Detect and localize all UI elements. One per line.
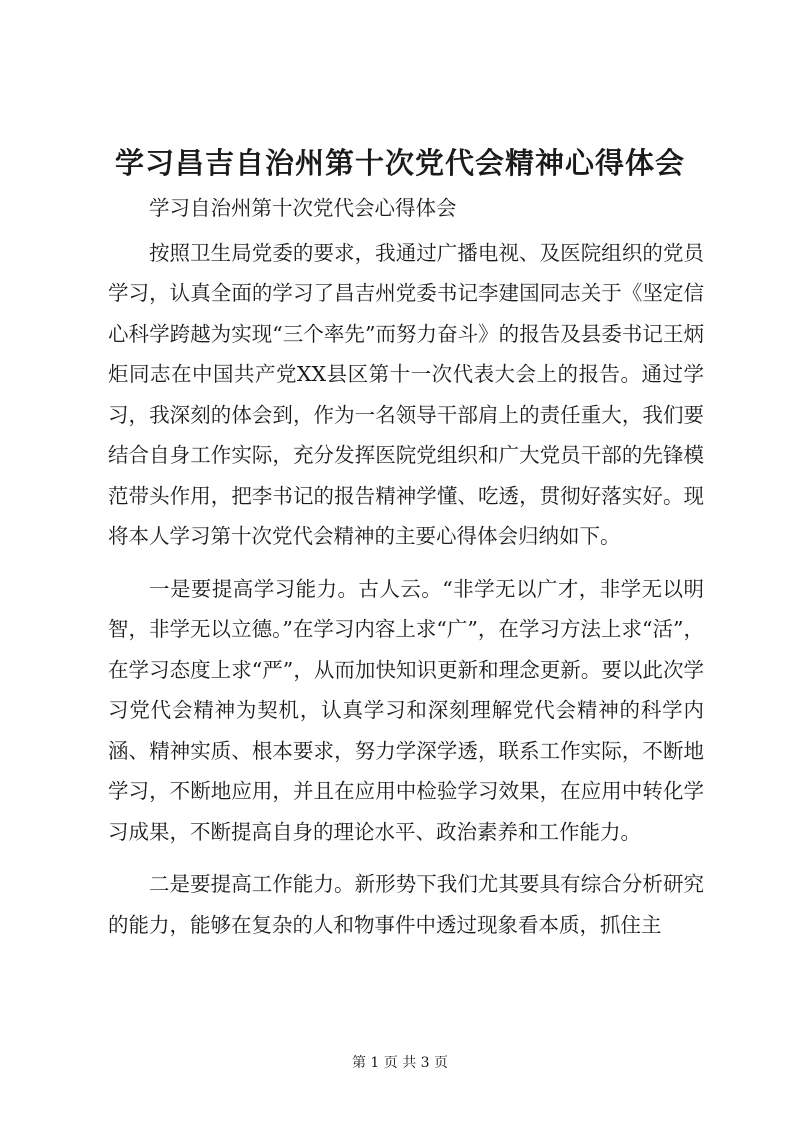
document-body xyxy=(108,188,704,945)
page-footer: 第 1 页 共 3 页 xyxy=(351,1055,449,1071)
paragraph-work-ability: 二是要提高工作能力。新形势下我们尤其要具有综合分析研究的能力，能够在复杂的人和物事件中透过现象看本质，抓住主 xyxy=(108,872,704,937)
paragraph-intro: 按照卫生局党委的要求，我通过广播电视、及医院组织的党员学习，认真全面的学习了昌吉州党委书记李建国同志关于《坚定信心科学跨越为实现“三个率先”而努力奋斗》的报告及县委书记王炳炬同志在中国共产党XX县区第十一次代表大会上的报告。通过学习，我深刻的体会到，作为一名领导干部肩上的责任重大，我们要结合自身工作实际，充分发挥医院党组织和广大党员干部的先锋模范带头作用，把李书记的报告精神学懂、吃透，贯彻好落实好。现将本人学习第十次党代会精神的主要心得体会归纳如下。 xyxy=(108,240,704,548)
document-subtitle: 学习自治州第十次党代会心得体会 xyxy=(149,196,457,220)
paragraph-learning-ability: 一是要提高学习能力。古人云。“非学无以广才，非学无以明智，非学无以立德。”在学习内容上求“广”，在学习方法上求“活”，在学习态度上求“严”，从而加快知识更新和理念更新。要以此次学习党代会精神为契机，认真学习和深刻理解党代会精神的科学内涵、精神实质、根本要求，努力学深学透，联系工作实际，不断地学习，不断地应用，并且在应用中检验学习效果，在应用中转化学习成果，不断提高自身的理论水平、政治素养和工作能力。 xyxy=(108,576,704,844)
document-title: 学习昌吉自治州第十次党代会精神心得体会 xyxy=(114,146,685,180)
